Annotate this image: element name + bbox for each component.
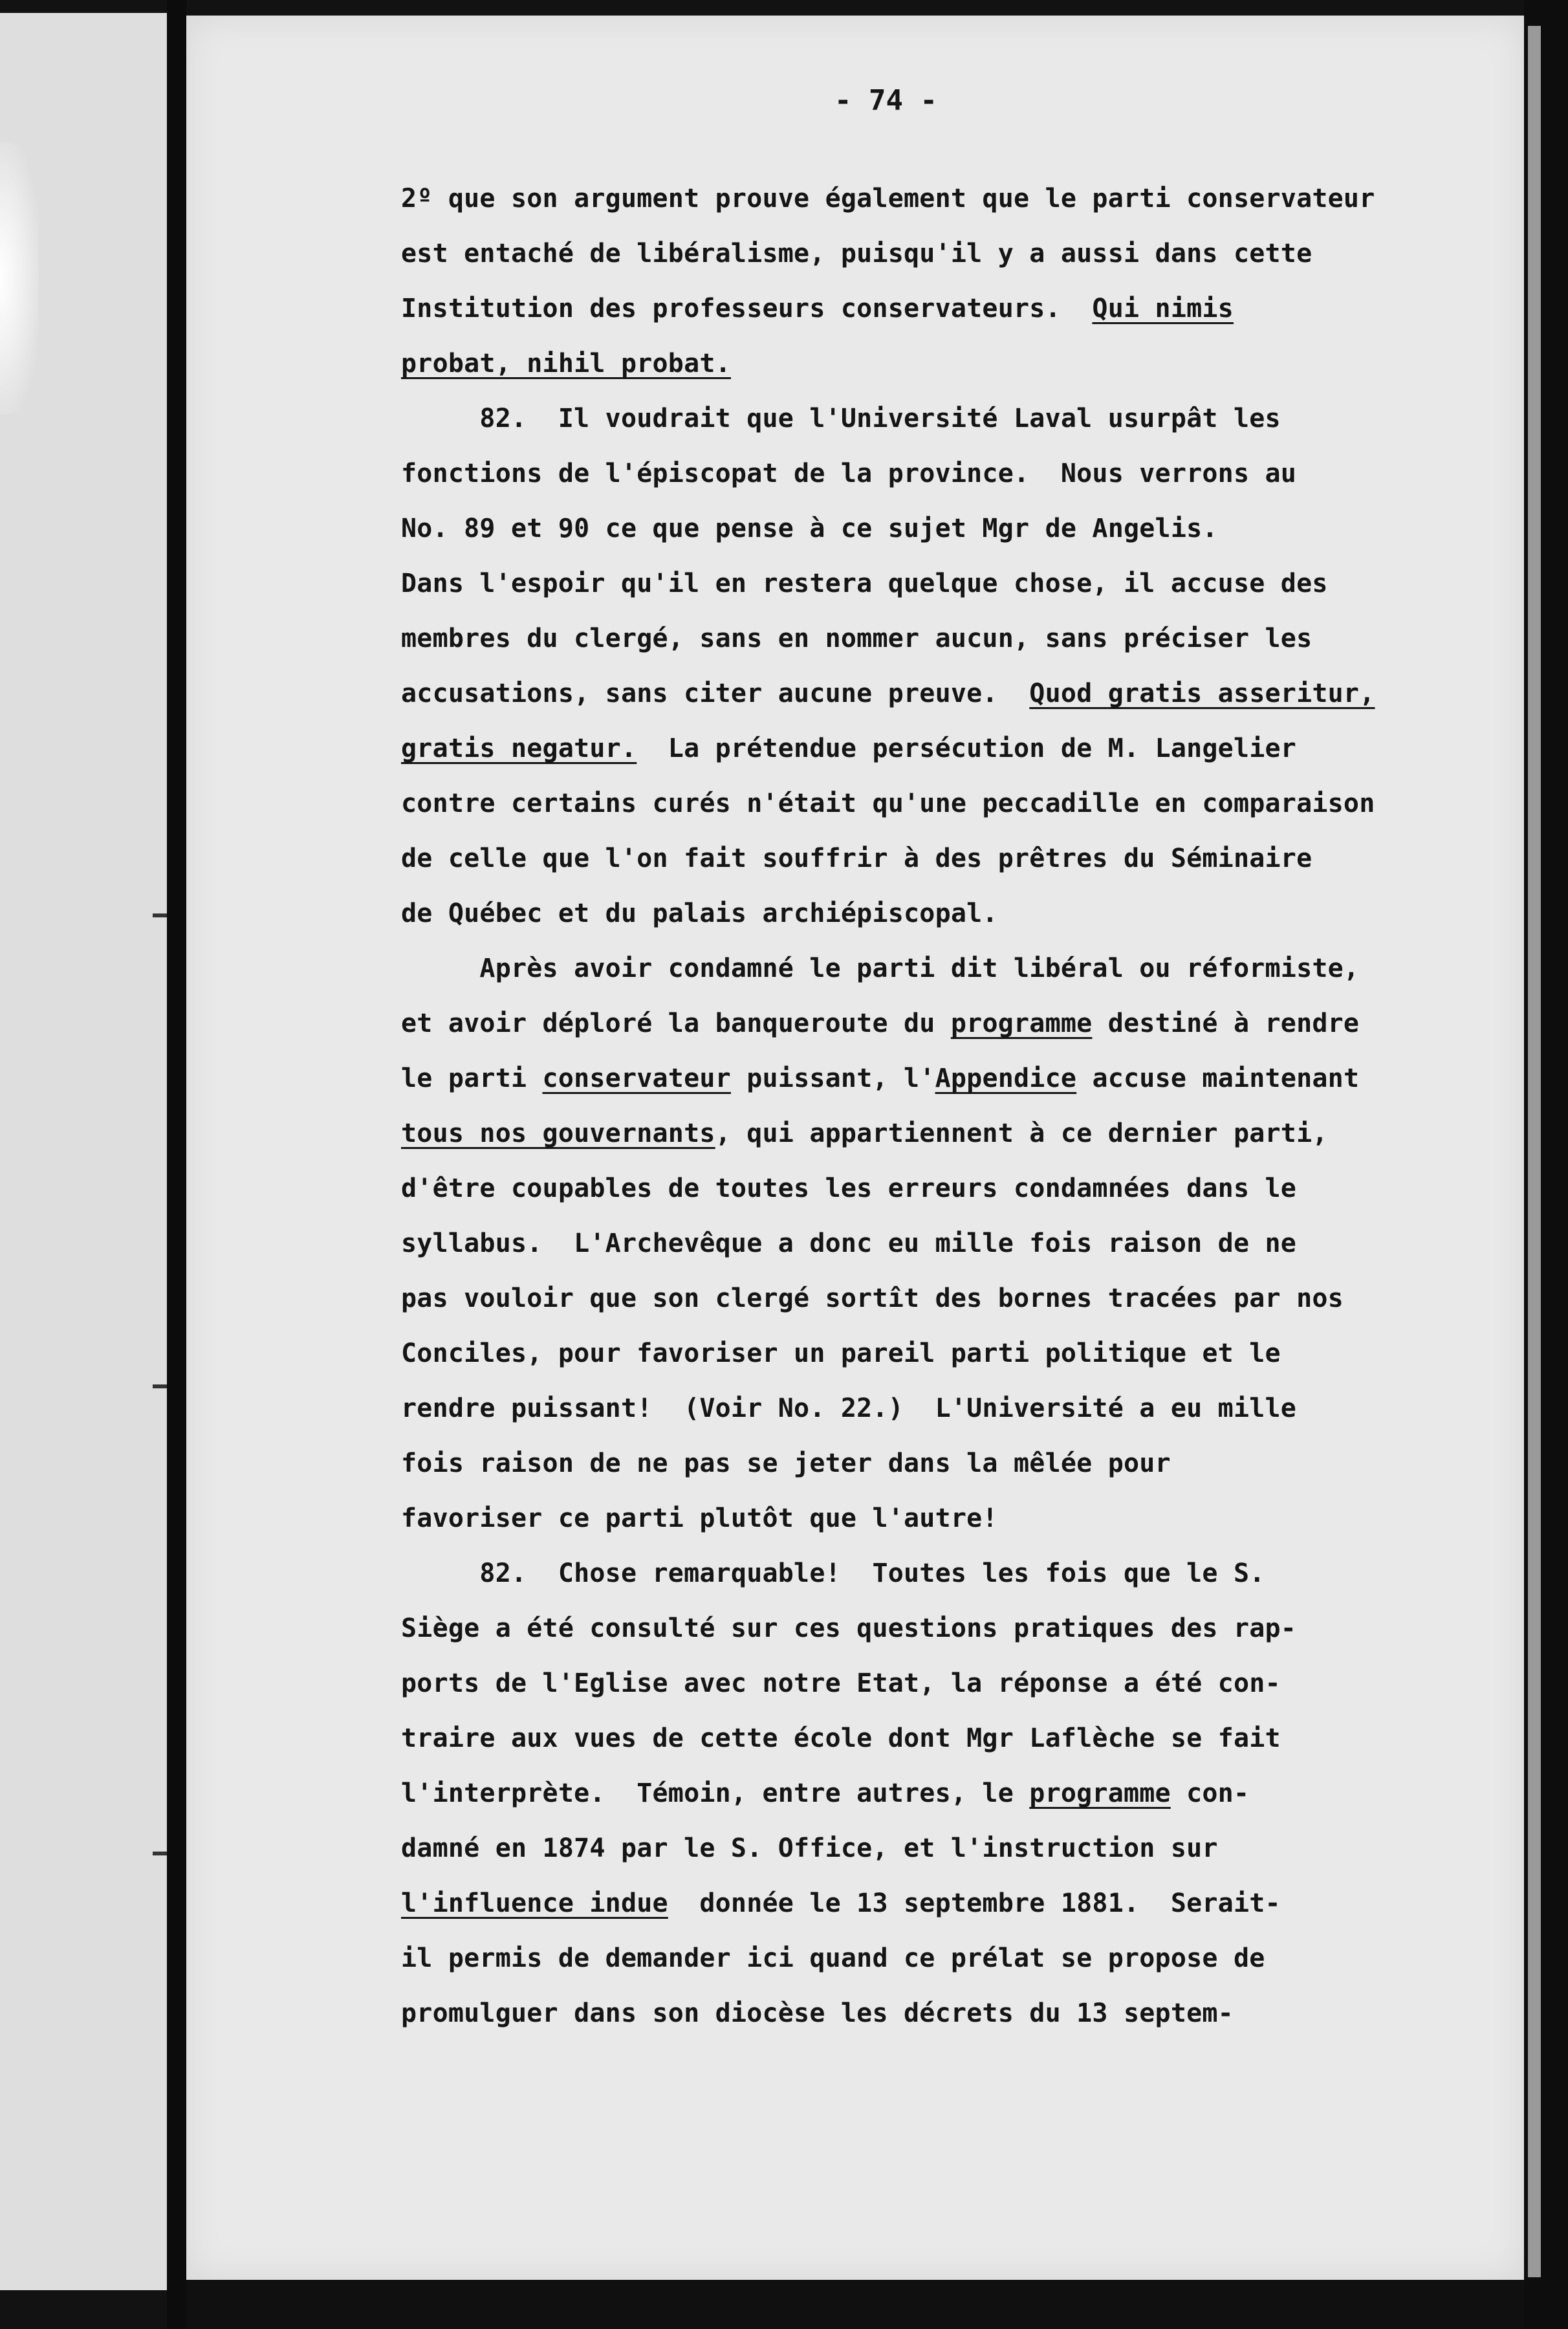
text-line	[401, 1161, 1514, 1216]
text-segment: est entaché de libéralisme, puisqu'il y a aussi dans cette	[401, 239, 1312, 268]
text-segment: Après avoir condamné le parti dit libéral ou réformiste,	[401, 954, 1360, 983]
underlined-text: programme	[950, 1009, 1093, 1038]
underlined-text: l'influence indue	[401, 1888, 668, 1918]
text-line	[401, 1931, 1514, 1986]
text-segment: fonctions de l'épiscopat de la province. Nous verrons au	[401, 459, 1297, 488]
text-segment: il permis de demander ici quand ce prélat se propose de	[401, 1943, 1265, 1973]
text-segment: donnée le 13 septembre 1881. Serait-	[668, 1888, 1281, 1918]
text-line	[401, 281, 1514, 336]
page-edge	[1524, 0, 1568, 2329]
page-number: - 74 -	[834, 84, 937, 117]
text-line	[401, 1766, 1514, 1821]
margin-mark	[153, 1852, 167, 1855]
text-line	[401, 1106, 1514, 1161]
bottom-edge	[186, 2280, 1524, 2329]
text-segment: accuse maintenant	[1076, 1064, 1360, 1093]
underlined-text: gratis negatur.	[401, 734, 637, 763]
text-line	[401, 831, 1514, 886]
text-line	[401, 1711, 1514, 1766]
page-glint	[0, 142, 39, 414]
text-segment: d'être coupables de toutes les erreurs condamnées dans le	[401, 1174, 1297, 1203]
text-segment: , qui appartiennent à ce dernier parti,	[715, 1119, 1328, 1148]
text-segment: Dans l'espoir qu'il en restera quelque chose, il accuse des	[401, 569, 1328, 598]
text-segment: traire aux vues de cette école dont Mgr Laflèche se fait	[401, 1723, 1281, 1753]
text-segment: de celle que l'on fait souffrir à des prêtres du Séminaire	[401, 844, 1312, 873]
underlined-text: probat, nihil probat.	[401, 349, 731, 378]
text-segment: 2º que son argument prouve également que le parti conservateur	[401, 184, 1375, 213]
body-text	[401, 171, 1514, 2041]
margin-mark	[153, 913, 167, 917]
text-segment: promulguer dans son diocèse les décrets du 13 septem-	[401, 1998, 1234, 2028]
text-segment: puissant, l'	[730, 1064, 935, 1093]
text-segment: No. 89 et 90 ce que pense à ce sujet Mgr de Angelis.	[401, 514, 1218, 543]
text-line	[401, 666, 1514, 721]
text-segment: de Québec et du palais archiépiscopal.	[401, 899, 998, 928]
text-line	[401, 1656, 1514, 1711]
binding-gutter	[167, 0, 186, 2329]
text-line	[401, 611, 1514, 666]
underlined-text: conservateur	[542, 1064, 731, 1093]
underlined-text: Quod gratis asseritur,	[1029, 679, 1375, 708]
underlined-text: tous nos gouvernants	[401, 1119, 715, 1148]
text-line	[401, 1491, 1514, 1546]
underlined-text: Qui nimis	[1092, 294, 1234, 323]
text-line	[401, 721, 1514, 776]
text-line	[401, 776, 1514, 831]
text-line	[401, 556, 1514, 611]
text-line	[401, 1986, 1514, 2041]
text-line	[401, 171, 1514, 226]
text-segment: favoriser ce parti plutôt que l'autre!	[401, 1503, 998, 1533]
text-segment: con-	[1170, 1778, 1250, 1808]
text-line	[401, 336, 1514, 391]
text-segment: l'interprète. Témoin, entre autres, le	[401, 1778, 1030, 1808]
text-segment: damné en 1874 par le S. Office, et l'instruction sur	[401, 1833, 1218, 1863]
text-line	[401, 1216, 1514, 1271]
text-line	[401, 1051, 1514, 1106]
underlined-text: programme	[1029, 1778, 1171, 1808]
text-segment: Institution des professeurs conservateurs.	[401, 294, 1093, 323]
text-line	[401, 446, 1514, 501]
text-line	[401, 501, 1514, 556]
underlined-text: Appendice	[935, 1064, 1077, 1093]
adjacent-page	[0, 13, 167, 2290]
text-line	[401, 1271, 1514, 1326]
text-line	[401, 1436, 1514, 1491]
text-segment: destiné à rendre	[1092, 1009, 1360, 1038]
text-segment: et avoir déploré la banqueroute du	[401, 1009, 951, 1038]
text-segment: contre certains curés n'était qu'une peccadille en comparaison	[401, 789, 1375, 818]
margin-mark	[153, 1384, 167, 1388]
text-segment: pas vouloir que son clergé sortît des bornes tracées par nos	[401, 1284, 1344, 1313]
text-line	[401, 1326, 1514, 1381]
text-line	[401, 941, 1514, 996]
text-segment: La prétendue persécution de M. Langelier	[637, 734, 1297, 763]
text-line	[401, 226, 1514, 281]
text-segment: syllabus. L'Archevêque a donc eu mille fois raison de ne	[401, 1229, 1297, 1258]
text-segment: Conciles, pour favoriser un pareil parti politique et le	[401, 1339, 1281, 1368]
text-line	[401, 1821, 1514, 1876]
text-line	[401, 391, 1514, 446]
text-line	[401, 886, 1514, 941]
text-segment: accusations, sans citer aucune preuve.	[401, 679, 1030, 708]
text-segment: 82. Chose remarquable! Toutes les fois que le S.	[401, 1558, 1265, 1588]
text-line	[401, 1876, 1514, 1931]
text-segment: Siège a été consulté sur ces questions pratiques des rap-	[401, 1613, 1297, 1643]
text-segment: 82. Il voudrait que l'Université Laval usurpât les	[401, 404, 1281, 433]
text-segment: le parti	[401, 1064, 543, 1093]
text-line	[401, 1381, 1514, 1436]
text-segment: ports de l'Eglise avec notre Etat, la réponse a été con-	[401, 1668, 1281, 1698]
text-segment: rendre puissant! (Voir No. 22.) L'Université a eu mille	[401, 1394, 1297, 1423]
text-segment: membres du clergé, sans en nommer aucun, sans préciser les	[401, 624, 1312, 653]
text-segment: fois raison de ne pas se jeter dans la mêlée pour	[401, 1449, 1171, 1478]
text-line	[401, 1601, 1514, 1656]
text-line	[401, 1546, 1514, 1601]
text-line	[401, 996, 1514, 1051]
